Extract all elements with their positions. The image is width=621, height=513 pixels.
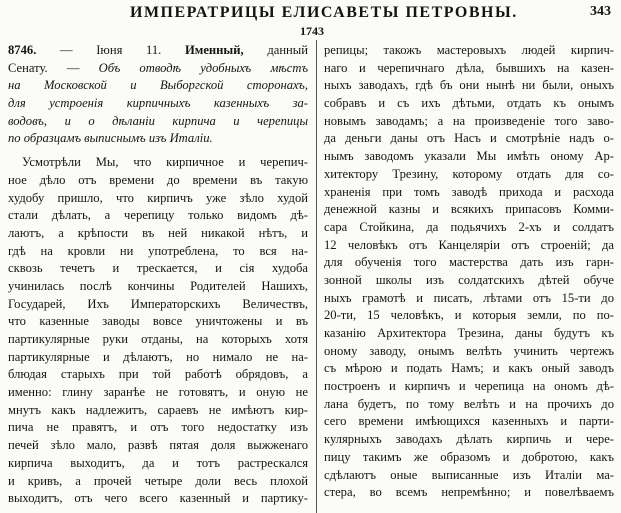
text-run: Именный, [184, 43, 244, 57]
text-run: кулярныхъ заводахъ дѣлать кирпичь и чере- [324, 432, 614, 447]
text-line [8, 77, 308, 95]
text-run: стали дѣлать, а черепицу только видомъ дѣ- [8, 208, 308, 223]
text-run: построенъ и кирпичъ и черепица на ономъ дѣ- [324, 379, 614, 394]
text-line [324, 325, 614, 343]
text-run: выходитъ, отъ чего всего казенный и партику- [8, 491, 308, 506]
text-run: по образцамъ выписнымъ изъ Италіи. [8, 131, 213, 146]
text-run: — Іюня 11. [36, 43, 185, 57]
text-line [8, 473, 308, 491]
text-run: пича не правятъ, и отъ того недостатку изъ [8, 420, 308, 435]
text-line [324, 60, 614, 78]
text-run: лаютъ, а крѣпости въ ней никакой нѣтъ, и [8, 225, 308, 240]
text-run: партикулярные руки отданы, на которыхъ хотя [8, 332, 308, 346]
text-run: наго и черепичнаго дѣла, бывшихъ на казен- [324, 60, 614, 75]
text-line [324, 431, 614, 449]
text-run: именно: глину заранѣе не готовятъ, и оную не [8, 385, 308, 400]
text-run: сара Стойкина, да подьячихъ 2-хъ и солдатъ [324, 219, 614, 234]
text-line [8, 42, 308, 60]
text-line [324, 219, 614, 237]
text-line [8, 455, 308, 473]
text-line [324, 272, 614, 290]
text-line [8, 278, 308, 296]
text-line [8, 260, 308, 278]
text-run: оному заводу, онымъ велѣть учинить чертежъ [324, 343, 614, 358]
text-line [324, 77, 614, 95]
text-line [8, 331, 308, 349]
text-run: водовъ, и о дѣланіи кирпича и черепицы [8, 113, 308, 128]
text-line [8, 60, 308, 78]
text-run: Сенату. — [8, 60, 99, 75]
text-run: и кривъ, а прочей четыре доли весь плохой [8, 473, 308, 488]
right-column [324, 42, 614, 502]
text-run: блюдая старыхъ при той работѣ обрядовъ, а [8, 367, 308, 382]
text-run: гдѣ на кровли ни употреблена, то вся на- [8, 243, 308, 258]
text-line [324, 201, 614, 219]
text-line [324, 95, 614, 113]
text-run: для устроенія кирпичныхъ казенныхъ за- [8, 96, 308, 111]
text-line [8, 172, 308, 190]
text-run: Объ отводѣ удобныхъ мѣстъ [98, 60, 308, 75]
text-run: Усмотрѣли Мы, что кирпичное и черепич- [22, 155, 308, 170]
text-line [8, 113, 308, 131]
page-header [0, 0, 621, 22]
text-run: сдѣлаютъ оные выписанные изъ Италіи ма- [324, 467, 614, 482]
text-run: что казенные заводы вовсе уничтожены и въ [8, 314, 308, 329]
text-line [8, 95, 308, 113]
text-run: 12 человѣкъ отъ Канцеляріи отъ строеній; да [324, 237, 614, 252]
text-run: ныхъ грамотѣ и писать, лѣтами отъ 15-ти до [324, 290, 614, 305]
text-run: для обученія того мастерства дать изъ гарн- [324, 255, 614, 270]
text-line [324, 130, 614, 148]
text-line [324, 307, 614, 325]
text-line [324, 184, 614, 202]
text-run: съ мѣрою и подать Намъ; и какъ оный заводъ [324, 361, 614, 376]
text-run: сквозь течетъ и трескается, и сія худоба [8, 261, 308, 276]
text-line [8, 366, 308, 384]
text-line [324, 467, 614, 485]
text-run: собравъ и съ ихъ дѣтьми, отдать къ онымъ [324, 96, 614, 111]
text-line [8, 130, 308, 148]
text-run: зонной школы изъ солдатскихъ дѣтей обуче [324, 272, 614, 287]
text-line [324, 237, 614, 255]
text-line [8, 349, 308, 367]
text-line [324, 254, 614, 272]
text-line [8, 154, 308, 172]
text-line [324, 484, 614, 502]
text-line [324, 42, 614, 60]
text-run: учинилась послѣ кончины Родителей Нашихъ, [8, 278, 308, 293]
year-heading: 1743 [300, 24, 324, 38]
text-run: сего времени имѣющихся казенныхъ и парти- [324, 414, 614, 429]
text-run: 8746. [8, 43, 37, 57]
text-line [324, 290, 614, 308]
text-line [8, 207, 308, 225]
text-run: казанію Архитектора Трезина, даны будутъ къ [324, 326, 614, 340]
column-divider [316, 40, 317, 513]
text-run: денежной казны и всякихъ припасовъ Комми- [324, 202, 614, 217]
text-line [324, 113, 614, 131]
text-run: пицу такимъ же образомъ и добротою, какъ [324, 449, 614, 464]
text-line [8, 437, 308, 455]
text-run: репицы; такожъ мастеровыхъ людей кирпич- [324, 43, 614, 57]
running-title: ИМПЕРАТРИЦЫ ЕЛИСАВЕТЫ ПЕТРОВНЫ. [130, 4, 518, 21]
page-number: 343 [590, 4, 611, 19]
text-line [8, 296, 308, 314]
text-run: ныхъ заводахъ, гдѣ бъ они нынѣ ни были, оныхъ [324, 78, 614, 93]
text-line [8, 190, 308, 208]
text-line [8, 419, 308, 437]
text-run: новымъ заводамъ; а на произведеніе того заво- [324, 113, 614, 128]
text-run: хитектору Трезину, которому отдать для со- [324, 166, 614, 181]
text-run: худобу пришло, что кирпичъ уже зѣло худой [8, 190, 308, 205]
text-run: данный [243, 43, 308, 57]
text-line [324, 449, 614, 467]
text-run: 20-ти, 15 человѣкъ, и которыя земли, по по- [324, 308, 614, 323]
text-run: да деньги даны отъ Насъ и смотрѣніе надъ о- [324, 131, 614, 146]
text-run: кирпича выходитъ, да и тотъ растрескался [8, 455, 308, 470]
text-line [324, 360, 614, 378]
text-run: мнутъ какъ надлежитъ, сараевъ не имѣютъ кир- [8, 402, 308, 417]
text-line [8, 402, 308, 420]
text-line [324, 378, 614, 396]
text-run: печей зѣло мало, развѣ пятая доля выжженаго [8, 438, 308, 453]
text-line [324, 166, 614, 184]
text-run: храненія при томъ заводѣ прихода и расхода [324, 184, 614, 199]
text-line [324, 413, 614, 431]
text-line [8, 490, 308, 508]
text-line [8, 243, 308, 261]
text-run: нымъ заводомъ указали Мы имѣть оному Ар- [324, 149, 614, 164]
text-run: лана будетъ, по тому велѣть и на прочихъ до [324, 396, 614, 411]
left-column [8, 42, 308, 508]
text-run: партикулярные и дѣлаютъ, но нимало не на- [8, 349, 308, 364]
text-line [324, 343, 614, 361]
text-run: на Московской и Выборгской сторонахъ, [8, 78, 308, 93]
text-run: стера, во всемъ непремѣнно; и повелѣваемъ [324, 485, 614, 500]
text-line [8, 313, 308, 331]
text-line [8, 225, 308, 243]
text-run: Государей, Ихъ Императорскихъ Величествъ, [8, 296, 308, 311]
text-line [324, 148, 614, 166]
text-line [324, 396, 614, 414]
text-run: ное дѣло отъ времени до времени въ такую [8, 172, 308, 187]
text-line [8, 384, 308, 402]
